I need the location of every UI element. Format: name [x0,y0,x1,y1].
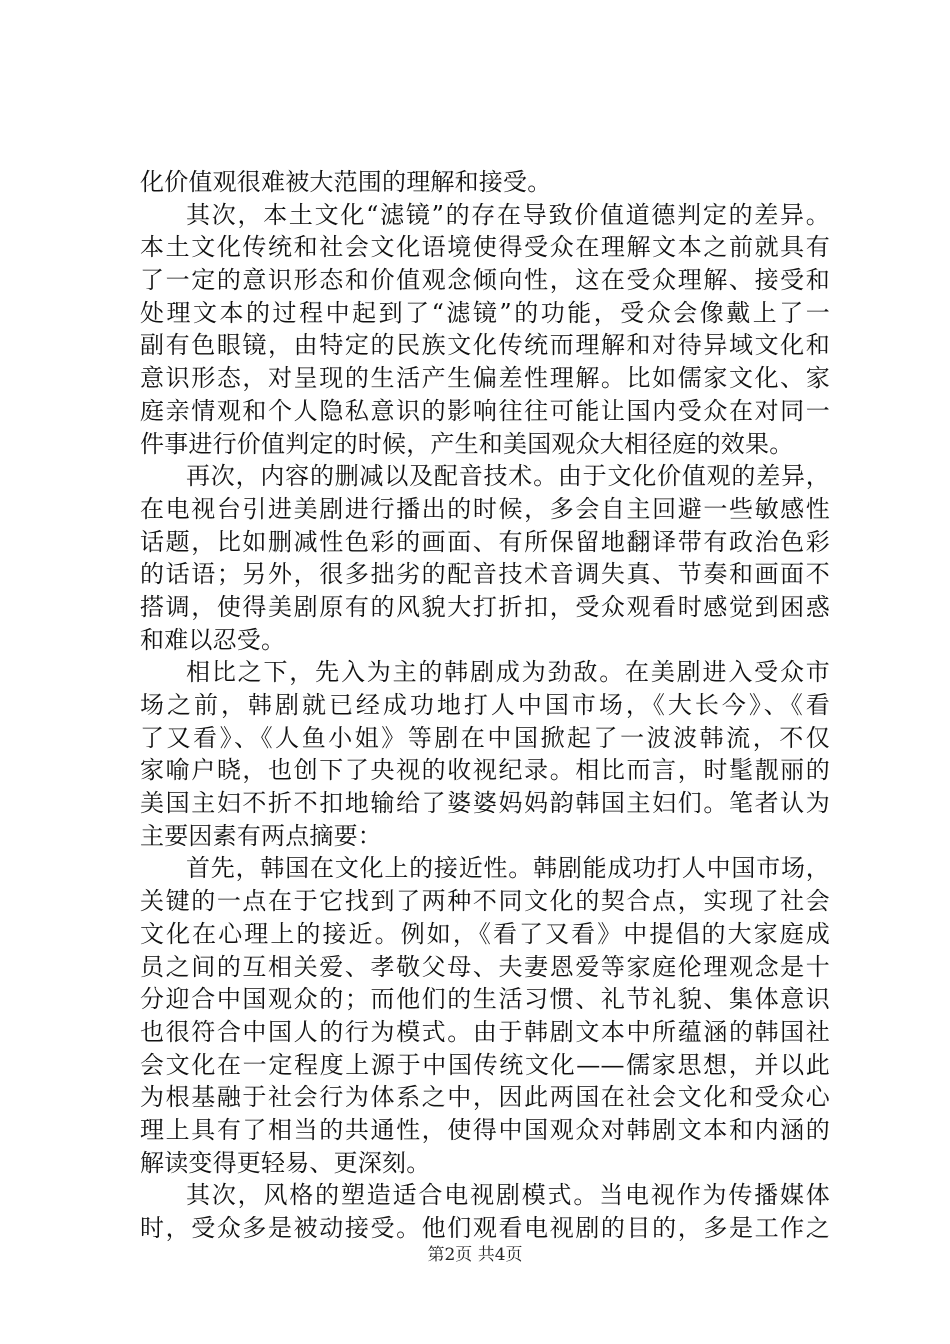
text-line: 和难以忍受。 [140,625,286,654]
text-line: 意识形态，对呈现的生活产生偏差性理解。比如儒家文化、家 [140,364,830,393]
text-line: 也很符合中国人的行为模式。由于韩剧文本中所蕴涵的韩国社 [140,1017,830,1046]
text-line: 了一定的意识形态和价值观念倾向性，这在受众理解、接受和 [140,266,830,295]
text-line: 庭亲情观和个人隐私意识的影响往往可能让国内受众在对同一 [140,396,830,425]
text-line: 相比之下，先入为主的韩剧成为劲敌。在美剧进入受众市 [186,658,830,687]
text-line: 了又看》、《人鱼小姐》等剧在中国掀起了一波波韩流，不仅 [140,723,830,752]
text-line: 化价值观很难被大范围的理解和接受。 [140,168,552,196]
text-line: 处理文本的过程中起到了“滤镜”的功能，受众会像戴上了一 [140,298,830,327]
text-line: 件事进行价值判定的时候，产生和美国观众大相径庭的效果。 [140,429,794,458]
text-line: 美国主妇不折不扣地输给了婆婆妈妈韵韩国主妇们。笔者认为 [140,789,830,818]
text-line: 副有色眼镜，由特定的民族文化传统而理解和对待异域文化和 [140,331,830,360]
text-line: 理上具有了相当的共通性，使得中国观众对韩剧文本和内涵的 [140,1115,830,1144]
text-line: 解读变得更轻易、更深刻。 [140,1148,431,1177]
text-line: 家喻户晓，也创下了央视的收视纪录。相比而言，时髦靓丽的 [140,756,830,785]
text-line: 为根基融于社会行为体系之中，因此两国在社会文化和受众心 [140,1083,830,1112]
text-line: 员之间的互相关爱、孝敬父母、夫妻恩爱等家庭伦理观念是十 [140,952,830,981]
text-line: 搭调，使得美剧原有的风貌大打折扣，受众观看时感觉到困惑 [140,592,830,621]
text-line: 主要因素有两点摘要： [140,821,382,850]
text-line: 分迎合中国观众的；而他们的生活习惯、礼节礼貌、集体意识 [140,985,830,1014]
text-line: 关键的一点在于它找到了两种不同文化的契合点，实现了社会 [140,887,830,916]
text-line: 在电视台引进美剧进行播出的时候，多会自主回避一些敏感性 [140,494,830,523]
text-line: 话题，比如删减性色彩的画面、有所保留地翻译带有政治色彩 [140,527,830,556]
text-line: 时，受众多是被动接受。他们观看电视剧的目的，多是工作之 [140,1214,830,1242]
text-line: 其次，本土文化“滤镜”的存在导致价值道德判定的差异。 [186,200,830,229]
text-line: 场之前，韩剧就已经成功地打人中国市场，《大长今》、《看 [140,691,830,719]
text-line: 首先，韩国在文化上的接近性。韩剧能成功打人中国市场， [186,854,830,883]
body-text [140,166,830,1245]
text-line: 其次，风格的塑造适合电视剧模式。当电视作为传播媒体 [186,1181,830,1210]
text-line: 再次，内容的删减以及配音技术。由于文化价值观的差异， [186,462,830,491]
text-line: 会文化在一定程度上源于中国传统文化——儒家思想，并以此 [140,1050,830,1079]
text-line: 本土文化传统和社会文化语境使得受众在理解文本之前就具有 [140,233,830,262]
text-line: 文化在心理上的接近。例如，《看了又看》中提倡的大家庭成 [140,919,830,948]
page-footer: 第2页 共4页 [427,1245,523,1265]
text-line: 的话语；另外，很多拙劣的配音技术音调失真、节奏和画面不 [140,560,830,589]
